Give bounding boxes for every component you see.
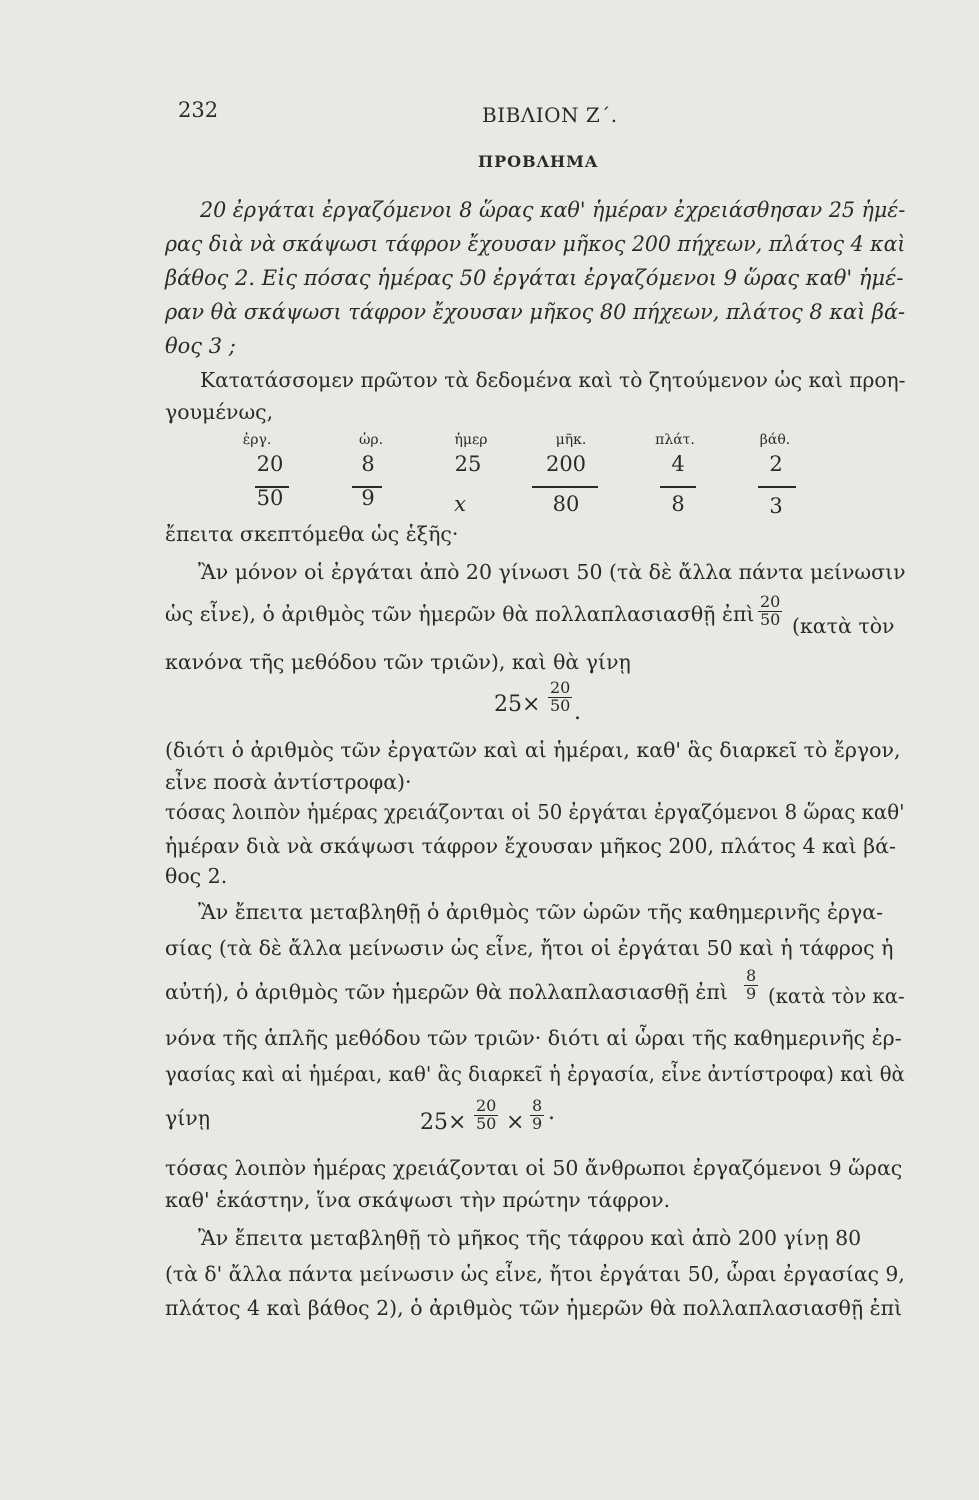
intro-line: Κατατάσσομεν πρῶτον τὰ δεδομένα καὶ τὸ ζητούμενον ὡς καὶ προη- (200, 368, 906, 392)
fraction (744, 968, 758, 1003)
table-cell: 50 (256, 486, 284, 510)
table-cell: 2 (769, 452, 783, 476)
fraction (530, 1098, 544, 1133)
fraction-bar (660, 486, 696, 488)
para4-line: σίας (τὰ δὲ ἄλλα μείνωσιν ὡς εἶνε, ἤτοι οἱ ἐργάται 50 καὶ ἡ τάφρος ἡ (165, 936, 894, 960)
fraction-denominator: 50 (476, 1113, 497, 1133)
after-table-line: ἔπειτα σκεπτόμεθα ὡς ἑξῆς· (165, 522, 459, 546)
para1-line: κανόνα τῆς μεθόδου τῶν τριῶν), καὶ θὰ γίνῃ (165, 650, 631, 674)
table-header: ἐργ. (242, 432, 272, 448)
table-cell: 4 (671, 452, 685, 476)
expr-times: × (506, 1110, 525, 1135)
para1-line: ὡς εἶνε), ὁ ἀριθμὸς τῶν ἡμερῶν θὰ πολλαπλασιασθῇ ἐπὶ (165, 602, 755, 626)
fraction (548, 680, 572, 715)
math-expression (494, 692, 540, 717)
fraction (758, 594, 782, 629)
para6-line: (τὰ δ' ἄλλα πάντα μείνωσιν ὡς εἶνε, ἤτοι ἐργάται 50, ὧραι ἐργασίας 9, (165, 1262, 905, 1286)
para1-line: Ἂν μόνον οἱ ἐργάται ἀπὸ 20 γίνωσι 50 (τὰ δὲ ἄλλα πάντα μείνωσιν (198, 560, 906, 584)
fraction-denominator: 9 (532, 1113, 543, 1133)
expr-text: 25× (420, 1110, 467, 1135)
table-cell: 200 (545, 452, 587, 476)
fraction-numerator: 8 (746, 966, 757, 985)
para4-line: γασίας καὶ αἱ ἡμέραι, καθ' ἃς διαρκεῖ ἡ ἐργασία, εἶνε ἀντίστροφα) καὶ θὰ (165, 1062, 905, 1086)
math-expression (420, 1110, 466, 1135)
running-head: ΒΙΒΛΙΟΝ Ζ΄. (482, 103, 618, 127)
para2-line: εἶνε ποσὰ ἀντίστροφα)· (165, 770, 412, 794)
fraction-numerator: 20 (476, 1096, 497, 1115)
para5-line: τόσας λοιπὸν ἡμέρας χρειάζονται οἱ 50 ἄνθρωποι ἐργαζόμενοι 9 ὥρας (165, 1156, 903, 1180)
table-cell: 8 (671, 492, 685, 516)
statement-line: ρας διὰ νὰ σκάψωσι τάφρον ἔχουσαν μῆκος 200 πήχεων, πλάτος 4 καὶ (165, 232, 906, 256)
table-header: ὡρ. (358, 432, 384, 448)
statement-line: θος 3 ; (165, 334, 236, 358)
fraction-bar (758, 486, 796, 488)
para1-line: (κατὰ τὸν (792, 614, 895, 638)
para4-line: Ἂν ἔπειτα μεταβληθῇ ὁ ἀριθμὸς τῶν ὡρῶν τῆς καθημερινῆς ἐργα- (198, 900, 884, 924)
fraction-denominator: 50 (760, 609, 781, 629)
fraction-numerator: 20 (550, 678, 571, 697)
problem-title: ΠΡΟΒΛΗΜΑ (478, 152, 599, 171)
intro-line: γουμένως, (165, 400, 274, 424)
para3-line: τόσας λοιπὸν ἡμέρας χρειάζονται οἱ 50 ἐργάται ἐργαζόμενοι 8 ὥρας καθ' (165, 800, 905, 824)
fraction (474, 1098, 498, 1133)
para5-line: καθ' ἑκάστην, ἵνα σκάψωσι τὴν πρώτην τάφρον. (165, 1188, 671, 1212)
table-header: πλάτ. (655, 432, 695, 448)
table-cell: 3 (769, 494, 783, 518)
table-cell: 8 (361, 452, 375, 476)
table-cell: 20 (256, 452, 284, 476)
table-header: βάθ. (759, 432, 791, 448)
para3-line: θος 2. (165, 864, 228, 888)
table-header: ἡμερ (454, 432, 488, 448)
statement-line: βάθος 2. Εἰς πόσας ἡμέρας 50 ἐργάται ἐργαζόμενοι 9 ὥρας καθ' ἡμέ- (165, 266, 904, 290)
expr-end: . (548, 1100, 555, 1125)
fraction-denominator: 9 (746, 983, 757, 1003)
page-number: 232 (178, 98, 219, 122)
unknown-x: x (454, 492, 466, 516)
para2-line: (διότι ὁ ἀριθμὸς τῶν ἐργατῶν καὶ αἱ ἡμέραι, καθ' ἃς διαρκεῖ τὸ ἔργον, (165, 738, 901, 762)
table-cell: 9 (361, 486, 375, 510)
table-header: μῆκ. (555, 432, 587, 448)
fraction-bar (532, 486, 598, 488)
statement-line: ραν θὰ σκάψωσι τάφρον ἔχουσαν μῆκος 80 πήχεων, πλάτος 8 καὶ βά- (165, 300, 906, 324)
para4-line: (κατὰ τὸν κα- (768, 984, 905, 1008)
para3-line: ἡμέραν διὰ νὰ σκάψωσι τάφρον ἔχουσαν μῆκος 200, πλάτος 4 καὶ βά- (165, 834, 896, 858)
para4-line: γίνῃ (165, 1106, 211, 1130)
para6-line: Ἂν ἔπειτα μεταβληθῇ τὸ μῆκος τῆς τάφρου καὶ ἀπὸ 200 γίνῃ 80 (198, 1226, 862, 1250)
table-cell: 80 (552, 492, 580, 516)
fraction-numerator: 8 (532, 1096, 543, 1115)
fraction-numerator: 20 (760, 592, 781, 611)
para6-line: πλάτος 4 καὶ βάθος 2), ὁ ἀριθμὸς τῶν ἡμερῶν θὰ πολλαπλασιασθῇ ἐπὶ (165, 1296, 903, 1320)
statement-line: 20 ἐργάται ἐργαζόμενοι 8 ὥρας καθ' ἡμέραν ἐχρειάσθησαν 25 ἡμέ- (200, 198, 906, 222)
para4-line: νόνα τῆς ἁπλῆς μεθόδου τῶν τριῶν· διότι αἱ ὧραι τῆς καθημερινῆς ἐρ- (165, 1026, 902, 1050)
fraction-denominator: 50 (550, 695, 571, 715)
para4-line: αὐτή), ὁ ἀριθμὸς τῶν ἡμερῶν θὰ πολλαπλασιασθῇ ἐπὶ (165, 980, 728, 1004)
expr-end: . (574, 700, 581, 725)
table-cell: 25 (454, 452, 482, 476)
expr-text: 25× (494, 692, 541, 717)
